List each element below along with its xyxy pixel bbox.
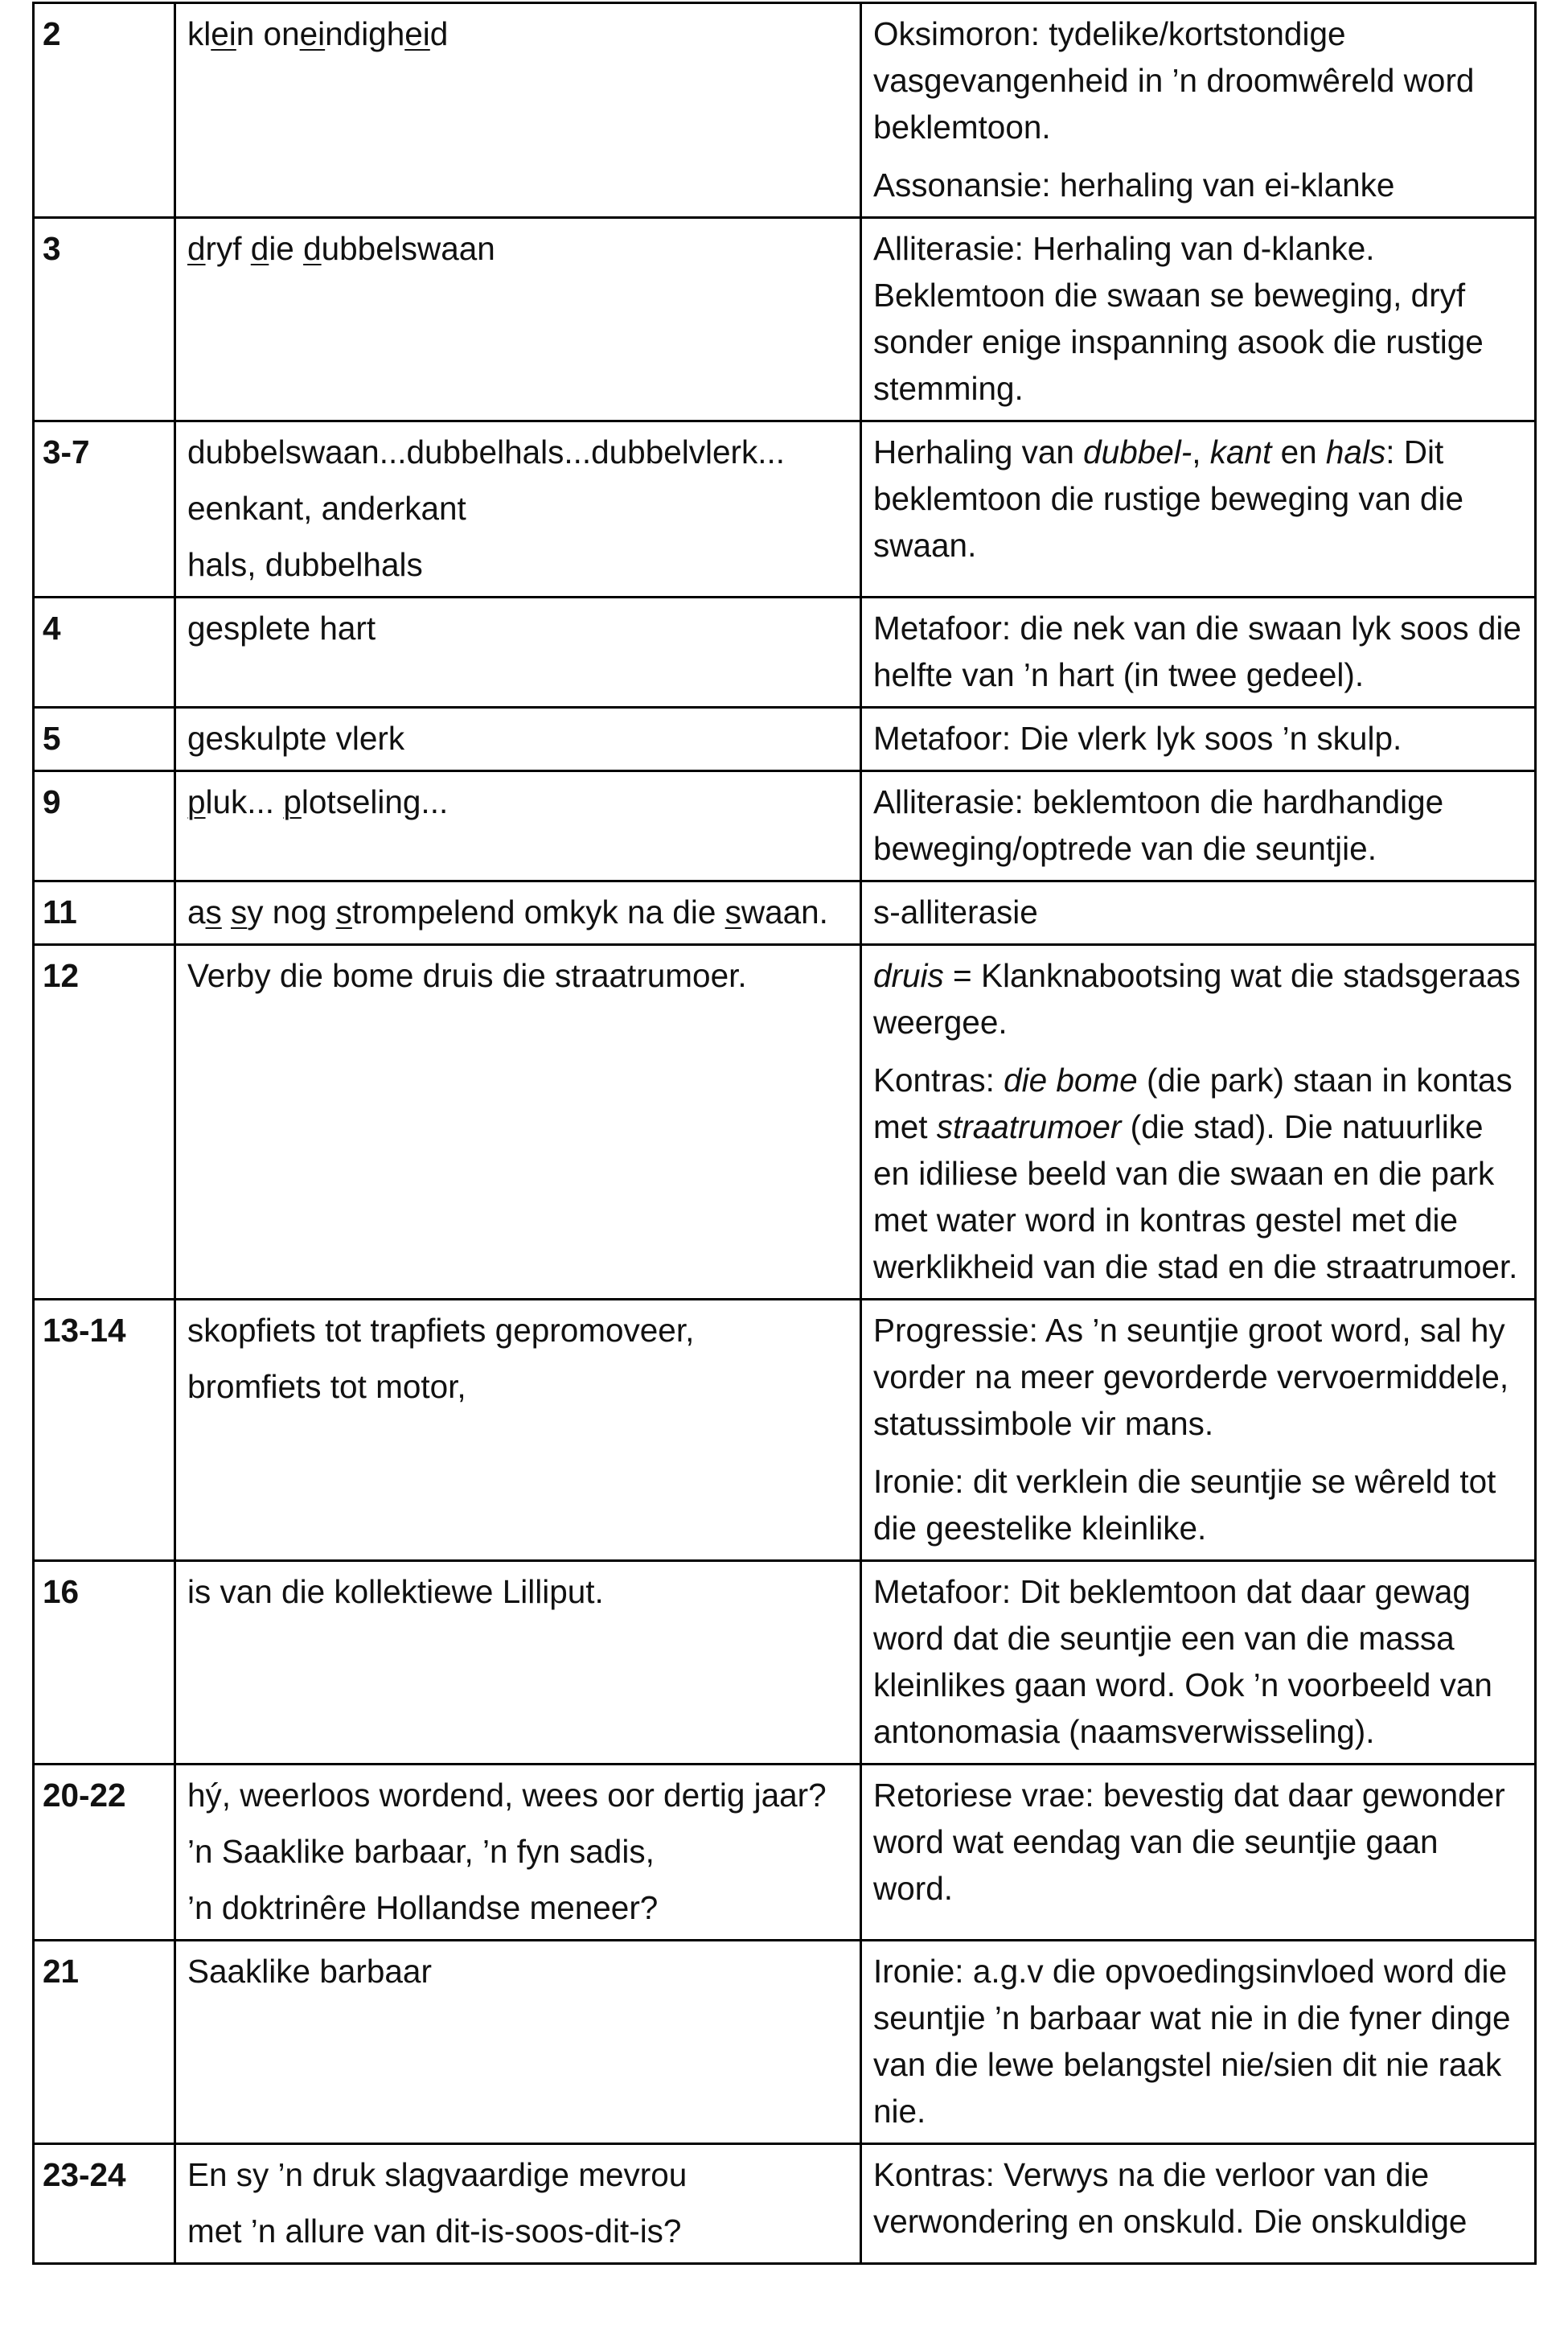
quoted-line-cell	[175, 1765, 861, 1941]
line-number: 11	[34, 881, 175, 945]
quoted-line	[187, 1828, 848, 1875]
text-run: Ironie: dit verklein die seuntjie se wêreld tot die geestelike kleinlike.	[873, 1463, 1496, 1547]
line-number: 9	[34, 771, 175, 881]
line-number: 3	[34, 218, 175, 421]
quoted-line	[187, 1772, 848, 1818]
quoted-line-cell	[175, 1300, 861, 1561]
analysis-table-body	[34, 3, 1536, 2264]
comment-paragraph	[873, 715, 1523, 762]
line-number: 21	[34, 1941, 175, 2144]
underlined-text: ei	[404, 15, 430, 52]
text-run: skopfiets tot trapfiets gepromoveer,	[187, 1312, 695, 1349]
text-run: Progressie: As ’n seuntjie groot word, sal hy vorder na meer gevorderde vervoermiddele, statussimbole vir mans.	[873, 1312, 1509, 1442]
comment-cell	[861, 1765, 1536, 1941]
comment-cell	[861, 1300, 1536, 1561]
table-row	[34, 1561, 1536, 1765]
quoted-line-cell	[175, 881, 861, 945]
line-number: 3-7	[34, 421, 175, 598]
comment-paragraph	[873, 162, 1523, 208]
text-run: ryf	[205, 230, 251, 267]
text-run: Oksimoron: tydelike/kortstondige vasgevangenheid in ’n droomwêreld word beklemtoon.	[873, 15, 1475, 146]
quoted-line	[187, 1884, 848, 1931]
text-run: ndigh	[325, 15, 405, 52]
comment-paragraph	[873, 225, 1523, 412]
text-run: trompelend omkyk na die	[351, 894, 725, 931]
text-run: waan.	[741, 894, 828, 931]
underlined-text: p	[283, 783, 302, 820]
comment-paragraph	[873, 1307, 1523, 1447]
quoted-line	[187, 2208, 848, 2254]
text-run: Kontras: Verwys na die verloor van die verwondering en onskuld. Die onskuldige	[873, 2156, 1467, 2240]
quoted-line	[187, 1307, 848, 1354]
text-run: y nog	[247, 894, 336, 931]
comment-paragraph	[873, 779, 1523, 872]
quoted-line-cell	[175, 1561, 861, 1765]
text-run: hals, dubbelhals	[187, 546, 423, 583]
text-run: ubbelswaan	[321, 230, 495, 267]
table-row	[34, 598, 1536, 708]
line-number: 23-24	[34, 2144, 175, 2264]
text-run: Herhaling van	[873, 433, 1084, 470]
quoted-line	[187, 1363, 848, 1410]
quoted-line-cell	[175, 771, 861, 881]
text-run: Alliterasie: Herhaling van d-klanke. Beklemtoon die swaan se beweging, dryf sonder enige inspanning asook die rustige stemming.	[873, 230, 1484, 407]
text-run: lotseling...	[301, 783, 449, 820]
quoted-line	[187, 225, 848, 272]
comment-cell	[861, 1941, 1536, 2144]
quoted-line	[187, 889, 848, 935]
italic-text: die bome	[1004, 1062, 1138, 1099]
underlined-text: d	[187, 230, 206, 267]
text-run: ie	[269, 230, 304, 267]
italic-text: kant	[1209, 433, 1272, 470]
comment-paragraph	[873, 2151, 1523, 2245]
line-number: 16	[34, 1561, 175, 1765]
underlined-text: p	[187, 783, 206, 820]
italic-text: hals	[1325, 433, 1386, 470]
table-row	[34, 1941, 1536, 2144]
text-run: Kontras:	[873, 1062, 1004, 1099]
comment-paragraph	[873, 1568, 1523, 1755]
table-row	[34, 1765, 1536, 1941]
text-run: Ironie: a.g.v die opvoedingsinvloed word die seuntjie ’n barbaar wat nie in die fyner dinge van die lewe belangstel nie/sien dit nie raak nie.	[873, 1953, 1511, 2130]
comment-cell	[861, 3, 1536, 218]
underlined-text: d	[250, 230, 269, 267]
quoted-line-cell	[175, 421, 861, 598]
text-run: met ’n allure van dit-is-soos-dit-is?	[187, 2212, 682, 2249]
table-row	[34, 1300, 1536, 1561]
quoted-line	[187, 1948, 848, 1995]
underlined-text: ei	[299, 15, 326, 52]
text-run: Retoriese vrae: bevestig dat daar gewonder word wat eendag van die seuntjie gaan word.	[873, 1777, 1505, 1907]
italic-text: druis	[873, 957, 944, 994]
text-run: hý, weerloos wordend, wees oor dertig jaar?	[187, 1777, 827, 1814]
text-run	[222, 894, 231, 931]
comment-cell	[861, 1561, 1536, 1765]
comment-paragraph	[873, 429, 1523, 569]
comment-paragraph	[873, 10, 1523, 150]
text-run: n on	[236, 15, 300, 52]
quoted-line	[187, 1568, 848, 1615]
line-number: 5	[34, 708, 175, 771]
quoted-line-cell	[175, 1941, 861, 2144]
text-run: a	[187, 894, 206, 931]
table-row	[34, 881, 1536, 945]
text-run: s-alliterasie	[873, 894, 1038, 931]
quoted-line	[187, 541, 848, 588]
document-page	[32, 2, 1534, 2265]
text-run: : Dit beklemtoon die rustige beweging van die swaan.	[873, 433, 1463, 564]
underlined-text: s	[205, 894, 222, 931]
comment-paragraph	[873, 952, 1523, 1046]
text-run: ,	[1192, 433, 1210, 470]
text-run: = Klanknabootsing wat die stadsgeraas weergee.	[873, 957, 1521, 1041]
text-run: (die stad). Die natuurlike en idiliese beeld van die swaan en die park met water word in kontras gestel met die werklikheid van die stad en die straatrumoer.	[873, 1108, 1518, 1285]
comment-paragraph	[873, 1057, 1523, 1290]
underlined-text: s	[724, 894, 741, 931]
comment-paragraph	[873, 1772, 1523, 1912]
underlined-text: d	[303, 230, 322, 267]
line-number: 12	[34, 945, 175, 1300]
table-row	[34, 771, 1536, 881]
quoted-line-cell	[175, 3, 861, 218]
comment-cell	[861, 708, 1536, 771]
text-run: is van die kollektiewe Lilliput.	[187, 1573, 604, 1610]
text-run: Verby die bome druis die straatrumoer.	[187, 957, 747, 994]
table-row	[34, 945, 1536, 1300]
quoted-line-cell	[175, 2144, 861, 2264]
text-run: Metafoor: Die vlerk lyk soos ’n skulp.	[873, 720, 1402, 757]
quoted-line	[187, 429, 848, 475]
comment-paragraph	[873, 889, 1523, 935]
line-number: 2	[34, 3, 175, 218]
text-run: Assonansie: herhaling van ei-klanke	[873, 166, 1395, 203]
text-run: ’n doktrinêre Hollandse meneer?	[187, 1889, 659, 1926]
quoted-line	[187, 485, 848, 532]
table-row	[34, 708, 1536, 771]
quoted-line	[187, 952, 848, 999]
quoted-line	[187, 779, 848, 825]
comment-paragraph	[873, 1948, 1523, 2134]
comment-cell	[861, 881, 1536, 945]
text-run: kl	[187, 15, 211, 52]
comment-cell	[861, 2144, 1536, 2264]
text-run: dubbelswaan...dubbelhals...dubbelvlerk...	[187, 433, 786, 470]
quoted-line	[187, 2151, 848, 2198]
text-run: gesplete hart	[187, 610, 376, 647]
table-row	[34, 2144, 1536, 2264]
comment-cell	[861, 218, 1536, 421]
text-run: ’n Saaklike barbaar, ’n fyn sadis,	[187, 1833, 655, 1870]
table-row	[34, 3, 1536, 218]
italic-text: dubbel-	[1083, 433, 1192, 470]
text-run: Alliterasie: beklemtoon die hardhandige beweging/optrede van die seuntjie.	[873, 783, 1444, 867]
comment-cell	[861, 598, 1536, 708]
table-row	[34, 421, 1536, 598]
text-run: Metafoor: die nek van die swaan lyk soos die helfte van ’n hart (in twee gedeel).	[873, 610, 1521, 693]
text-run: geskulpte vlerk	[187, 720, 405, 757]
comment-cell	[861, 771, 1536, 881]
underlined-text: s	[335, 894, 352, 931]
italic-text: straatrumoer	[936, 1108, 1122, 1145]
comment-paragraph	[873, 1458, 1523, 1551]
comment-paragraph	[873, 605, 1523, 698]
quoted-line	[187, 605, 848, 651]
quoted-line-cell	[175, 945, 861, 1300]
text-run: En sy ’n druk slagvaardige mevrou	[187, 2156, 688, 2193]
quoted-line-cell	[175, 598, 861, 708]
text-run: luk...	[205, 783, 284, 820]
underlined-text: ei	[211, 15, 236, 52]
text-run: eenkant, anderkant	[187, 490, 466, 527]
comment-cell	[861, 945, 1536, 1300]
quoted-line-cell	[175, 218, 861, 421]
line-number: 13-14	[34, 1300, 175, 1561]
line-number: 4	[34, 598, 175, 708]
table-row	[34, 218, 1536, 421]
text-run: bromfiets tot motor,	[187, 1368, 466, 1405]
text-run: en	[1271, 433, 1326, 470]
underlined-text: s	[231, 894, 248, 931]
quoted-line	[187, 715, 848, 762]
text-run: d	[429, 15, 449, 52]
text-run: Metafoor: Dit beklemtoon dat daar gewag word dat die seuntjie een van die massa kleinlikes gaan word. Ook ’n voorbeeld van antonomasia (naamsverwisseling).	[873, 1573, 1492, 1750]
quoted-line	[187, 10, 848, 57]
text-run: (die park) staan in kontas met	[873, 1062, 1513, 1145]
analysis-table	[32, 2, 1537, 2265]
comment-cell	[861, 421, 1536, 598]
quoted-line-cell	[175, 708, 861, 771]
text-run: Saaklike barbaar	[187, 1953, 432, 1990]
line-number: 20-22	[34, 1765, 175, 1941]
